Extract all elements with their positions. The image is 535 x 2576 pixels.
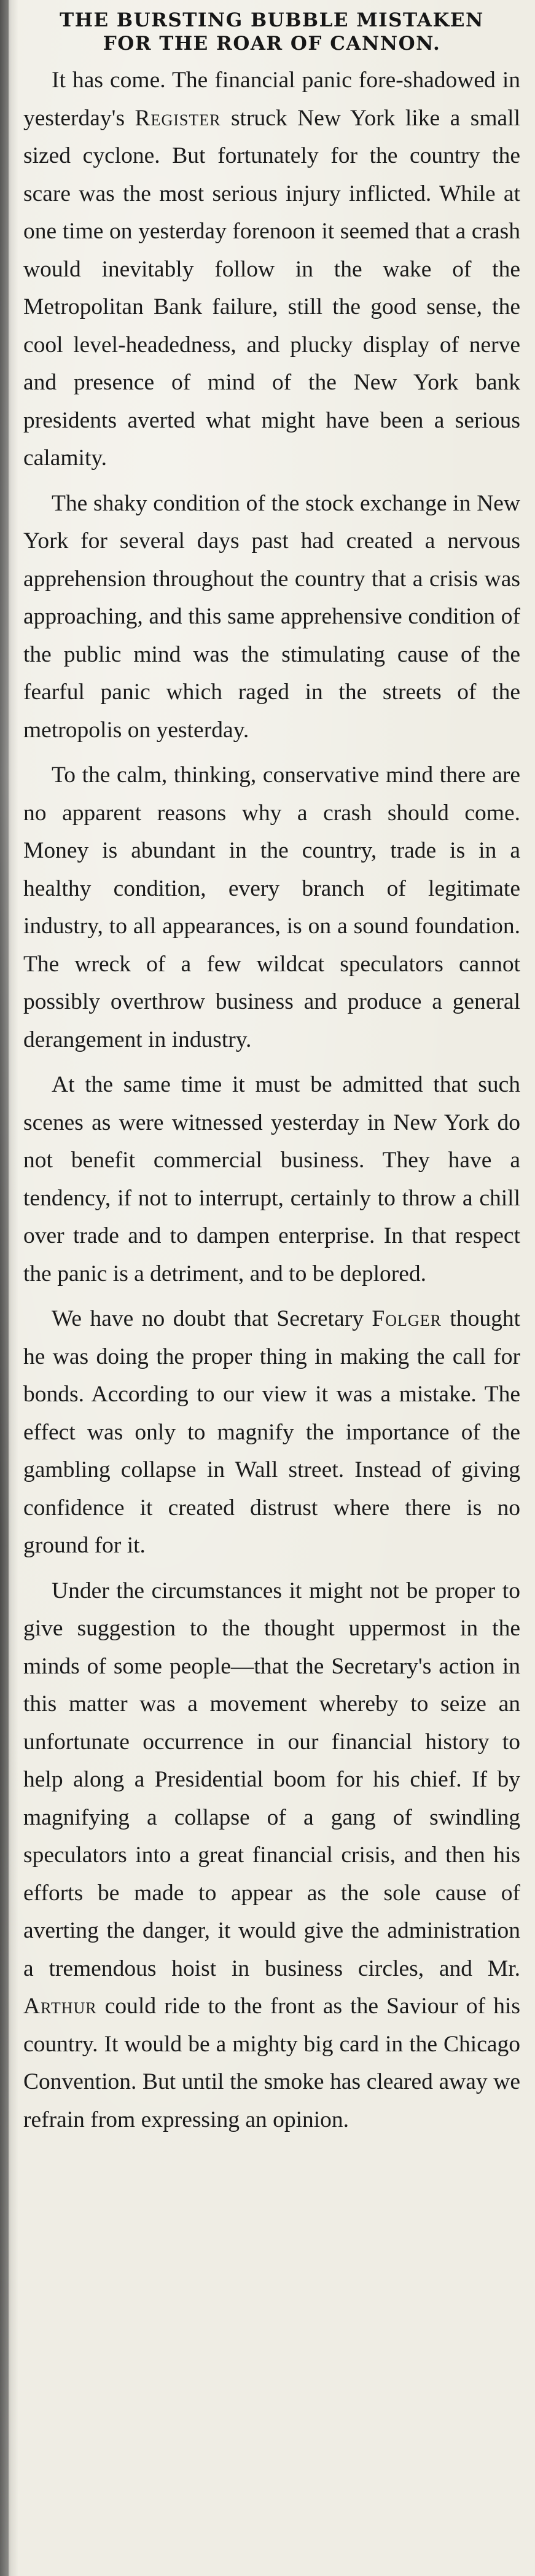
text-segment: The shaky condition of the stock exchange in New York for several days past had created a nervous apprehension throughout the country that a crisis was approaching, and this same apprehensive condition of the public mind was the stimulating cause of the fearful panic which raged in the streets of the metropolis on yesterday. (23, 490, 520, 743)
text-segment: struck New York like a small sized cyclone. But fortunately for the country the scare was the most serious injury inflicted. While at one time on yesterday forenoon it seemed that a crash would inevitably follow in the wake of the Metropolitan Bank failure, still the good sense, the cool level-headedness, and plucky display of nerve and presence of mind of the New York bank presidents averted what might have been a serious calamity. (23, 105, 520, 471)
paragraph-3 (23, 756, 520, 1059)
paragraph-6 (23, 1572, 520, 2139)
paragraph-2 (23, 485, 520, 750)
person-name-folger: Folger (372, 1306, 442, 1331)
text-segment: could ride to the front as the Saviour of his country. It would be a mighty big card in the Chicago Convention. But until the smoke has cleared away we refrain from expressing an opinion. (23, 1994, 520, 2132)
person-name-arthur: Arthur (23, 1994, 97, 2019)
text-segment: We have no doubt that Secretary (52, 1306, 372, 1331)
text-segment: Under the circumstances it might not be proper to give suggestion to the thought uppermost in the minds of some people—that the Secretary's action in this matter was a movement whereby to seize an unfortunate occurrence in our financial history to help along a Presidential boom for his chief. If by magnifying a collapse of a gang of swindling speculators into a great financial crisis, and then his efforts be made to appear as the sole cause of averting the danger, it would give the administration a tremendous hoist in business circles, and Mr. (23, 1578, 520, 1981)
text-segment: To the calm, thinking, conservative mind there are no apparent reasons why a crash should come. Money is abundant in the country, trade is in a healthy condition, every branch of legitimate industry, to all appearances, is on a sound foundation. The wreck of a few wildcat speculators cannot possibly overthrow business and produce a general derangement in industry. (23, 762, 520, 1052)
headline (23, 9, 520, 55)
paragraph-1 (23, 61, 520, 477)
text-segment: At the same time it must be admitted that such scenes as were witnessed yesterday in New York do not benefit commercial business. They have a tendency, if not to interrupt, certainly to throw a chill over trade and to dampen enterprise. In that respect the panic is a detriment, and to be deplored. (23, 1072, 520, 1286)
text-segment: thought he was doing the proper thing in making the call for bonds. According to our view it was a mistake. The effect was only to magnify the importance of the gambling collapse in Wall street. Instead of giving confidence it created distrust where there is no ground for it. (23, 1306, 520, 1558)
newspaper-name: Register (135, 105, 221, 131)
article-column (14, 0, 526, 2576)
headline-line-2: FOR THE ROAR OF CANNON. (103, 33, 441, 55)
paragraph-4 (23, 1066, 520, 1293)
headline-line-1: THE BURSTING BUBBLE MISTAKEN (60, 9, 484, 31)
text-segment: It has come. The financial panic fore-shadowed in yesterday's (23, 68, 520, 131)
binding-edge-shadow (0, 0, 9, 2576)
paragraph-5 (23, 1300, 520, 1565)
